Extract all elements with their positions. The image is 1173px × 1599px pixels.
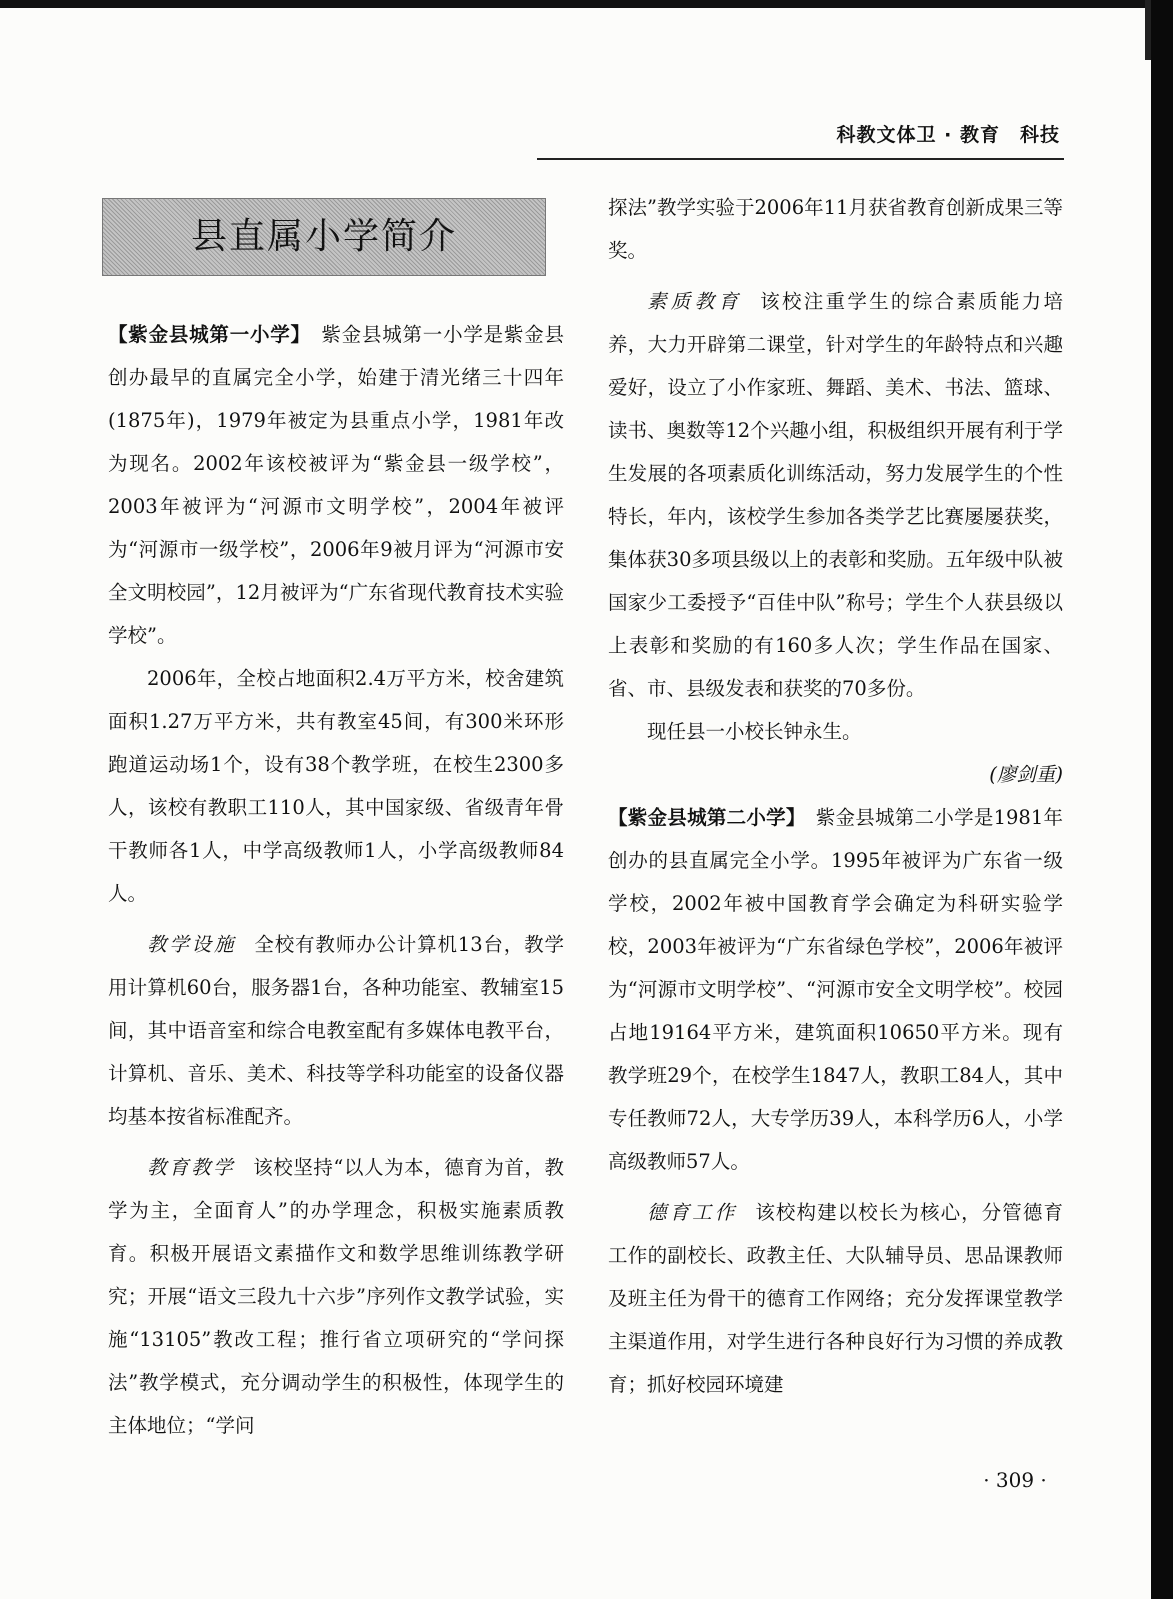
scan-border-mark — [1145, 0, 1151, 60]
moral-heading: 德育工作 — [647, 1201, 738, 1224]
moral-text: 该校构建以校长为核心，分管德育工作的副校长、政教主任、大队辅导员、思品课教师及班主任为骨干的德育工作网络；充分发挥课堂教学主渠道作用，对学生进行各种良好行为习惯的养成教育；抓好校园环境建 — [608, 1201, 1063, 1396]
teaching-heading: 教育教学 — [147, 1156, 236, 1179]
page-number: · 309 · — [983, 1468, 1047, 1492]
quality-heading: 素质教育 — [647, 290, 743, 313]
facilities-text: 全校有教师办公计算机13台，教学用计算机60台，服务器1台，各种功能室、教辅室15间，其中语音室和综合电教室配有多媒体电教平台，计算机、音乐、美术、科技等学科功能室的设备仪器均基本按省标准配齐。 — [108, 933, 564, 1128]
running-head: 科教文体卫 · 教育 科技 — [836, 124, 1060, 146]
facilities-paragraph — [108, 923, 564, 1138]
teaching-continuation: 探法”教学实验于2006年11月获省教育创新成果三等奖。 — [608, 196, 1063, 262]
school1-stats: 2006年，全校占地面积2.4万平方米，校舍建筑面积1.27万平方米，共有教室45间，有300米环形跑道运动场1个，设有38个教学班，在校生2300多人，该校有教职工110人，其中国家级、省级青年骨干教师各1人，中学高级教师1人，小学高级教师84人。 — [108, 667, 564, 905]
moral-paragraph — [608, 1191, 1063, 1406]
principal-line: 现任县一小校长钟永生。 — [647, 720, 862, 743]
scan-border-right — [1151, 0, 1173, 1599]
teaching-paragraph — [108, 1146, 564, 1447]
school1-intro: 紫金县城第一小学是紫金县创办最早的直属完全小学，始建于清光绪三十四年(1875年)，1979年被定为县重点小学，1981年改为现名。2002年该校被评为“紫金县一级学校”，2003年被评为“河源市文明学校”，2004年被评为“河源市一级学校”，2006年9被月评为“河源市安全文明校园”，12月被评为“广东省现代教育技术实验学校”。 — [108, 323, 564, 647]
author-credit: (廖剑重) — [989, 763, 1063, 786]
school2-paragraph — [608, 796, 1063, 1183]
school2-intro: 紫金县城第二小学是1981年创办的县直属完全小学。1995年被评为广东省一级学校，2002年被中国教育学会确定为科研实验学校，2003年被评为“广东省绿色学校”，2006年被评为“河源市文明学校”、“河源市安全文明学校”。校园占地19164平方米，建筑面积10650平方米。现有教学班29个，在校学生1847人，教职工84人，其中专任教师72人，大专学历39人，本科学历6人，小学高级教师57人。 — [608, 806, 1063, 1173]
school1-paragraph — [108, 313, 564, 657]
school1-tag: 【紫金县城第一小学】 — [108, 323, 302, 346]
quality-paragraph — [608, 280, 1063, 710]
article-title: 县直属小学简介 — [190, 216, 457, 257]
left-column — [108, 313, 564, 1447]
header-rule — [537, 158, 1064, 160]
title-box — [102, 198, 546, 276]
teaching-text: 该校坚持“以人为本，德育为首，教学为主，全面育人”的办学理念，积极实施素质教育。积极开展语文素描作文和数学思维训练教学研究；开展“语文三段九十六步”序列作文教学试验，实施“13105”教改工程；推行省立项研究的“学问探法”教学模式，充分调动学生的积极性，体现学生的主体地位；“学问 — [108, 1156, 564, 1437]
facilities-heading: 教学设施 — [147, 933, 237, 956]
quality-text: 该校注重学生的综合素质能力培养，大力开辟第二课堂，针对学生的年龄特点和兴趣爱好，设立了小作家班、舞蹈、美术、书法、篮球、读书、奥数等12个兴趣小组，积极组织开展有利于学生发展的各项素质化训练活动，努力发展学生的个性特长，年内，该校学生参加各类学艺比赛屡屡获奖，集体获30多项县级以上的表彰和奖励。五年级中队被国家少工委授予“百佳中队”称号；学生个人获县级以上表彰和奖励的有160多人次；学生作品在国家、省、市、县级发表和获奖的70多份。 — [608, 290, 1063, 700]
school2-tag: 【紫金县城第二小学】 — [608, 806, 796, 829]
scan-border-top — [0, 0, 1173, 8]
right-column — [608, 186, 1063, 1406]
